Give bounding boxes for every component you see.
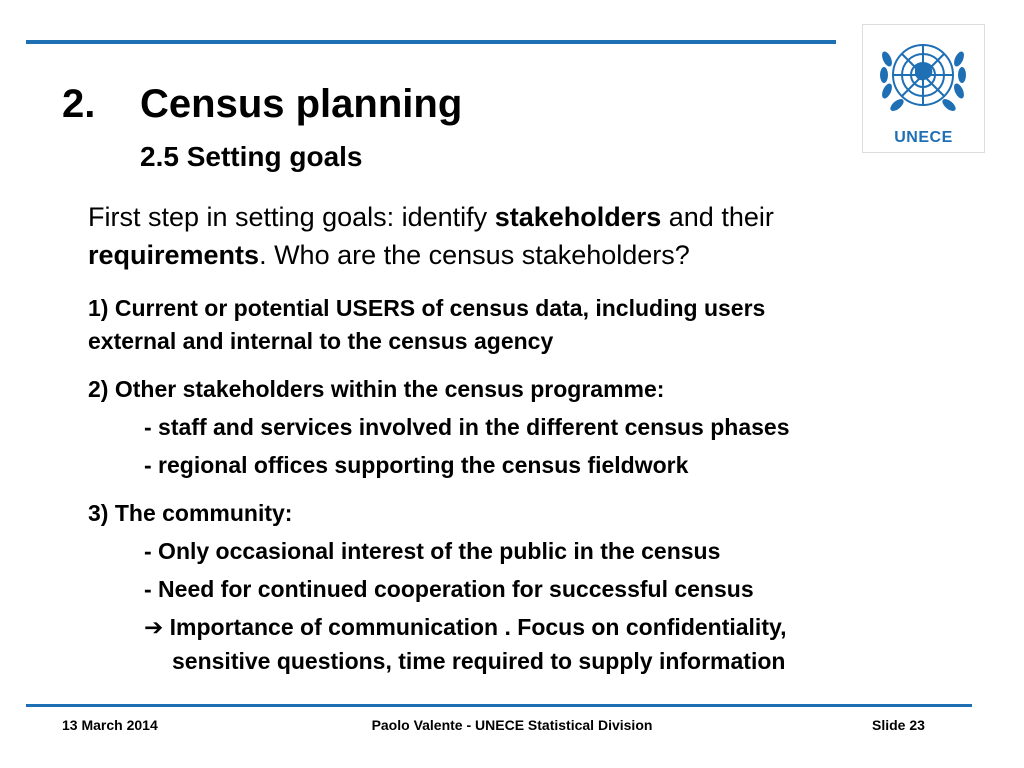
- logo-text: UNECE: [894, 129, 953, 146]
- intro-text-1: First step in setting goals: identify: [88, 202, 495, 232]
- item-2-sub-2: - regional offices supporting the census fieldwork: [144, 452, 689, 478]
- footer-date: 13 March 2014: [62, 717, 158, 733]
- item-1-line-2: external and internal to the census agency: [88, 328, 554, 354]
- item-3-sub-3-text: Importance of communication . Focus on confidentiality,: [169, 614, 787, 640]
- item-2-sub-1: - staff and services involved in the different census phases: [144, 414, 790, 440]
- un-emblem-icon: [875, 29, 971, 125]
- item-3-sub-1: - Only occasional interest of the public in the census: [144, 538, 721, 564]
- item-3-heading: 3) The community:: [88, 500, 293, 526]
- title-number: 2.: [62, 82, 96, 126]
- arrow-right-icon: ➔: [144, 614, 164, 640]
- footer-slide-number: Slide 23: [872, 717, 925, 733]
- item-3-sub-3-line-2: sensitive questions, time required to supply information: [172, 648, 786, 674]
- top-divider: [26, 40, 836, 44]
- page-subtitle: 2.5 Setting goals: [140, 141, 363, 172]
- item-3-sub-3-line-1: [144, 613, 786, 641]
- item-1-line-1: 1) Current or potential USERS of census data, including users: [88, 295, 766, 321]
- intro-bold-requirements: requirements: [88, 240, 260, 270]
- intro-paragraph: [88, 198, 978, 274]
- unece-logo: [862, 24, 985, 153]
- intro-bold-stakeholders: stakeholders: [494, 202, 662, 232]
- bottom-divider: [26, 704, 972, 707]
- item-2-heading: 2) Other stakeholders within the census programme:: [88, 376, 665, 402]
- intro-text-2: and their: [661, 202, 774, 232]
- intro-text-3: . Who are the census stakeholders?: [259, 240, 690, 270]
- item-3-sub-2: - Need for continued cooperation for successful census: [144, 576, 754, 602]
- page-title: Census planning: [140, 82, 463, 126]
- footer-author: Paolo Valente - UNECE Statistical Division: [371, 717, 653, 733]
